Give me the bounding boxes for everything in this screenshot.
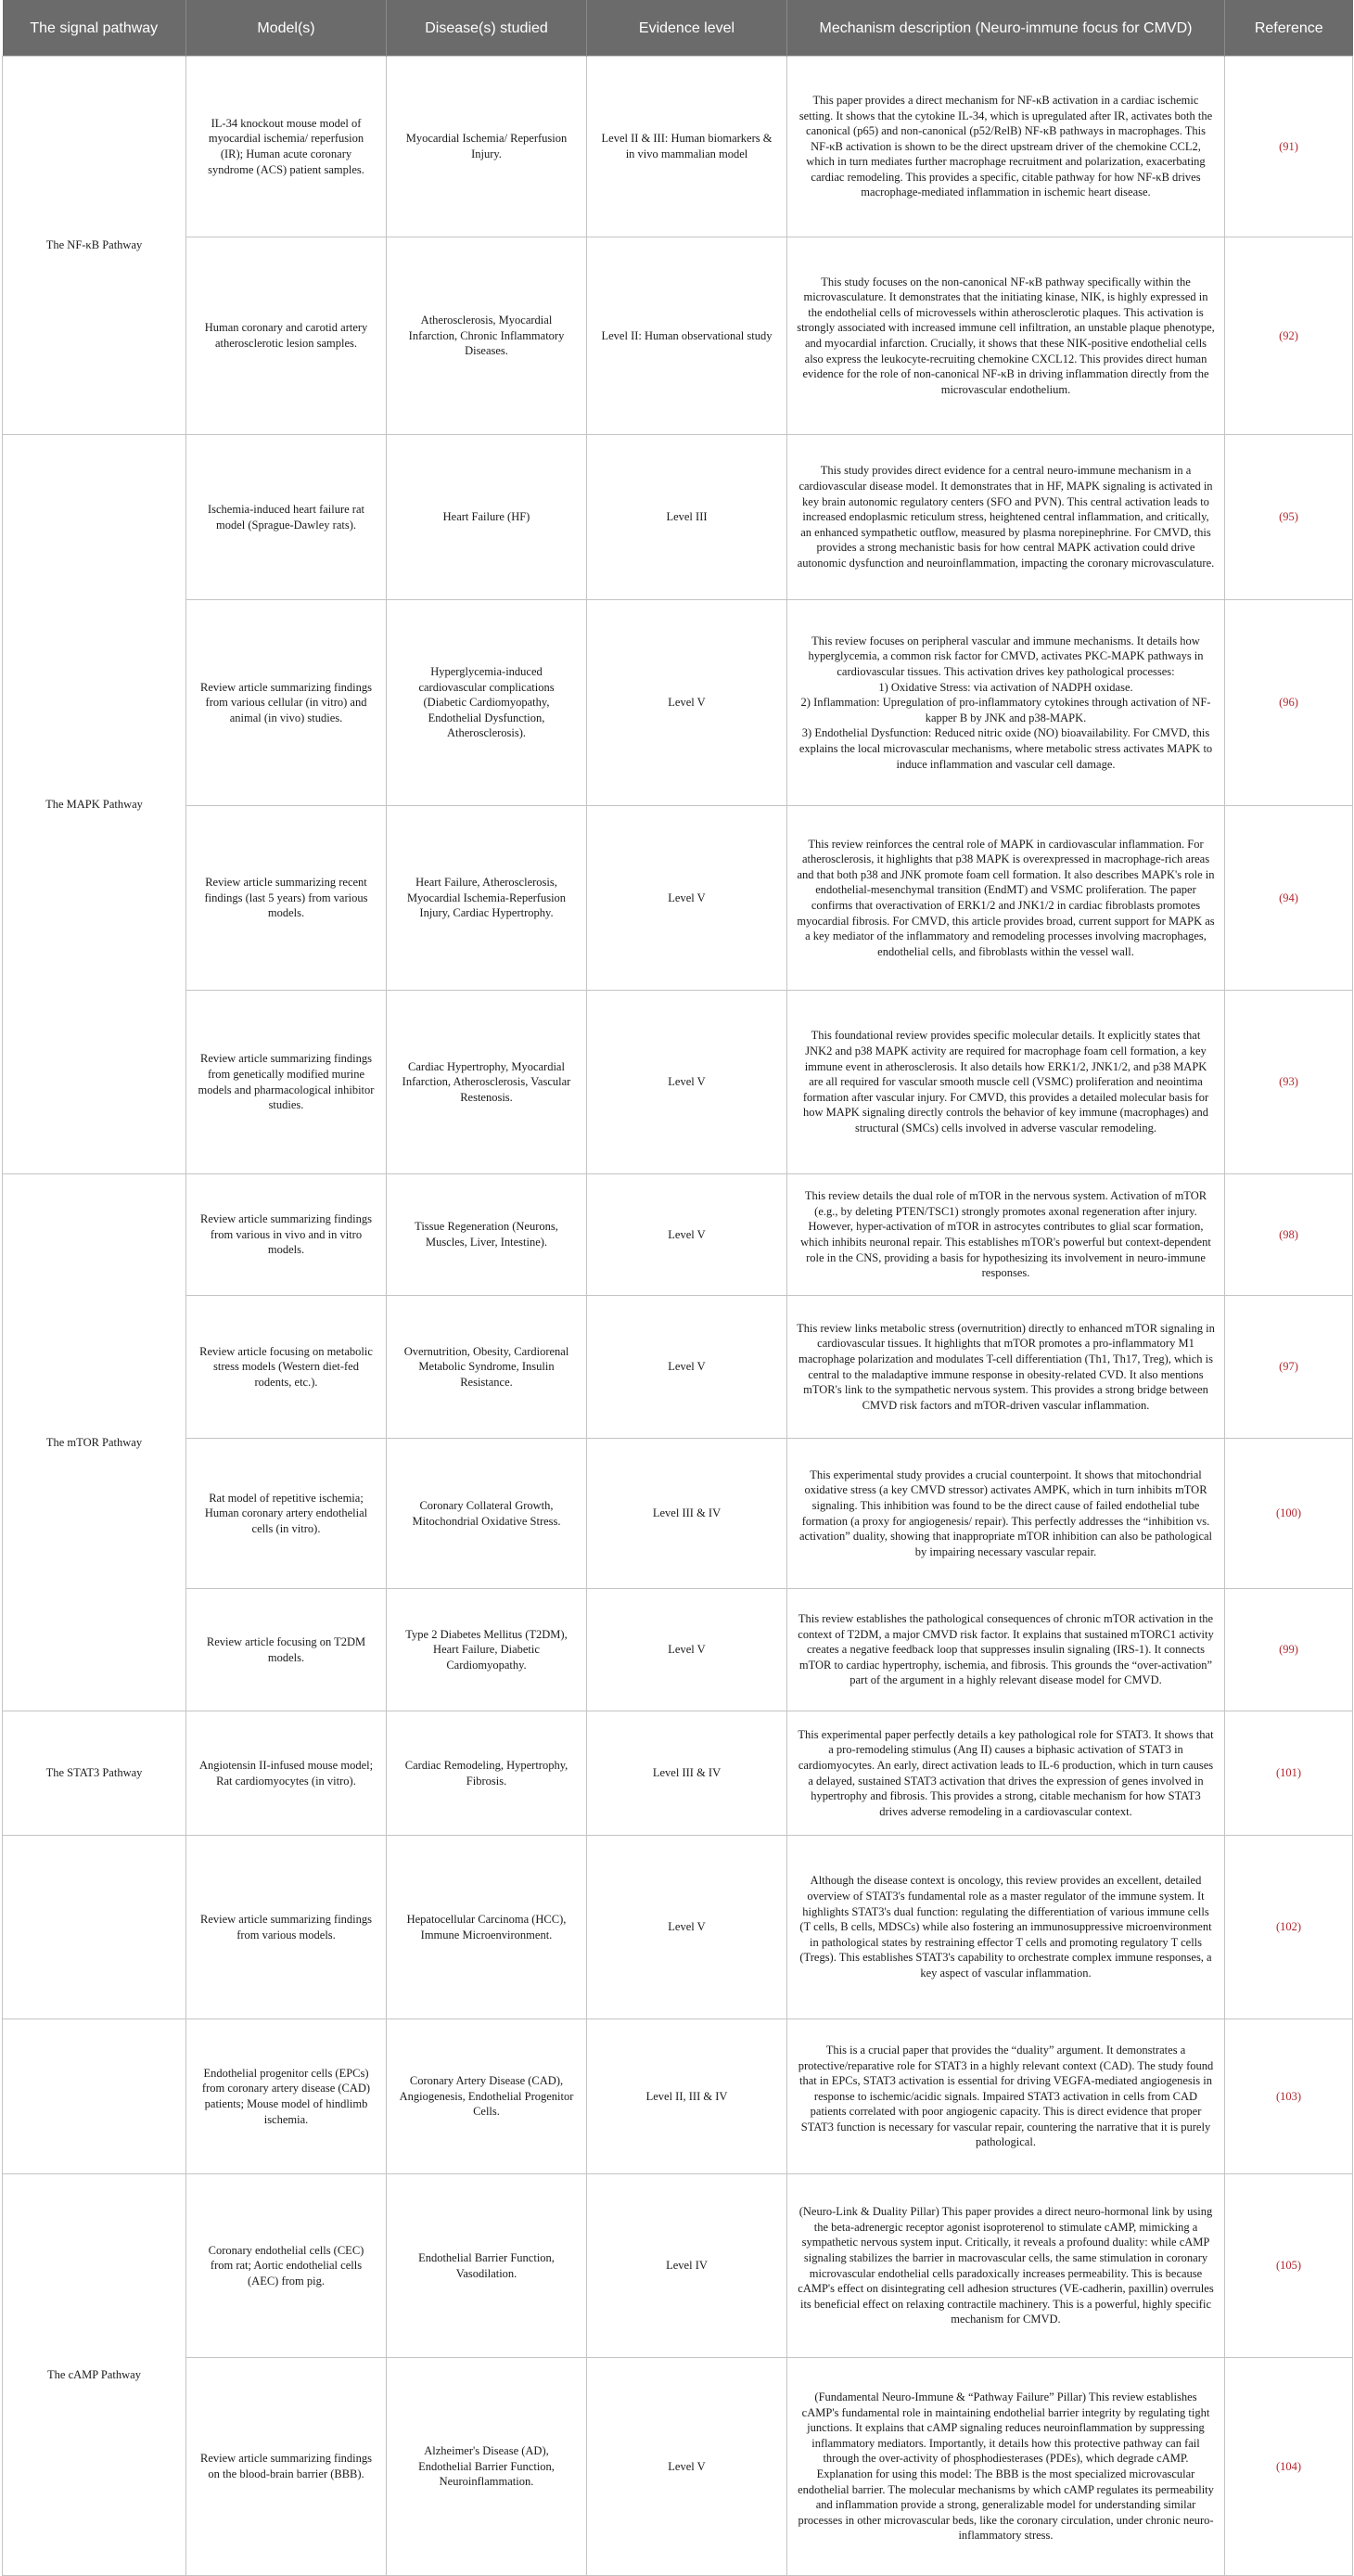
mechanism-cell: This review reinforces the central role of MAPK in cardiovascular inflammation. For atherosclerosis, it highlights that p38 MAPK is overexpressed in macrophage-rich areas and that both p38 and JNK promote foam cell formation. It also describes MAPK's role in endothelial-mesenchymal transition (EndMT) and VSMC proliferation. The paper confirms that overactivation of ERK1/2 and JNK1/2 in cardiac fibroblasts promotes myocardial fibrosis. For CMVD, this article provides broad, current support for MAPK as a key mediator of the inflammatory and remodeling processes involving macrophages, endothelial cells, and fibroblasts within the vessel wall. — [787, 806, 1225, 991]
reference-link[interactable]: (99) — [1225, 1589, 1353, 1711]
model-cell: Angiotensin II-infused mouse model; Rat cardiomyocytes (in vitro). — [186, 1711, 387, 1836]
evidence-cell: Level IV — [587, 2174, 787, 2358]
pathway-mtor: The mTOR Pathway — [3, 1174, 186, 1711]
evidence-table — [2, 0, 1353, 2576]
mechanism-cell: This paper provides a direct mechanism for NF-κB activation in a cardiac ischemic setting. It shows that the cytokine IL-34, which is upregulated after IR, activates both the canonical (p65) and non-canonical (p52/RelB) NF-κB pathways in macrophages. This NF-κB activation is shown to be the direct upstream driver of the chemokine CCL2, which in turn mediates further macrophage recruitment and polarization, exacerbating cardiac remodeling. This provides a specific, citable pathway for how NF-κB drives macrophage-mediated inflammation in ischemic heart disease. — [787, 57, 1225, 237]
header-disease: Disease(s) studied — [387, 0, 587, 57]
evidence-cell: Level V — [587, 991, 787, 1174]
mechanism-point: 2) Inflammation: Upregulation of pro-inflammatory cytokines through activation of NF-kapper B by JNK and p38-MAPK. — [800, 696, 1211, 724]
evidence-cell: Level II, III & IV — [587, 2019, 787, 2174]
reference-link[interactable]: (91) — [1225, 57, 1353, 237]
reference-link[interactable]: (95) — [1225, 435, 1353, 600]
model-cell: Rat model of repetitive ischemia; Human coronary artery endothelial cells (in vitro). — [186, 1439, 387, 1589]
mechanism-cell: This review links metabolic stress (overnutrition) directly to enhanced mTOR signaling in cardiovascular tissues. It highlights that mTOR promotes a pro-inflammatory M1 macrophage polarization and modulates T-cell differentiation (Th1, Th17, Treg), which is central to the maladaptive immune response in obesity-related CVD. It also mentions mTOR's link to the sympathetic nervous system. This provides a strong bridge between CMVD risk factors and mTOR-driven vascular inflammation. — [787, 1296, 1225, 1439]
evidence-cell: Level II & III: Human biomarkers & in vivo mammalian model — [587, 57, 787, 237]
pathway-empty-cell — [3, 2019, 186, 2174]
pathway-camp: The cAMP Pathway — [3, 2174, 186, 2576]
header-evidence: Evidence level — [587, 0, 787, 57]
disease-cell: Atherosclerosis, Myocardial Infarction, Chronic Inflammatory Diseases. — [387, 237, 587, 435]
mechanism-cell: This experimental study provides a crucial counterpoint. It shows that mitochondrial oxidative stress (a key CMVD stressor) activates AMPK, which in turn inhibits mTOR signaling. This inhibition was found to be the direct cause of failed endothelial tube formation (a proxy for angiogenesis/ repair). This perfectly addresses the “inhibition vs. activation” duality, showing that inappropriate mTOR inhibition can also be pathological by impairing necessary vascular repair. — [787, 1439, 1225, 1589]
mechanism-cell: This foundational review provides specific molecular details. It explicitly states that JNK2 and p38 MAPK activity are required for macrophage foam cell formation, a key immune event in atherosclerosis. It also details how ERK1/2, JNK1/2, and p38 MAPK are all required for vascular smooth muscle cell (VSMC) proliferation and neointima formation after vascular injury. For CMVD, this provides a detailed molecular basis for how MAPK signaling directly controls the behavior of key immune (macrophages) and structural (SMCs) cells involved in adverse vascular remodeling. — [787, 991, 1225, 1174]
mechanism-cell: This study provides direct evidence for a central neuro-immune mechanism in a cardiovascular disease model. It demonstrates that in HF, MAPK signaling is activated in key brain autonomic regulatory centers (SFO and PVN). This central activation leads to increased endoplasmic reticulum stress, heightened central inflammation, and critically, an enhanced sympathetic outflow, measured by plasma norepinephrine. For CMVD, this provides a strong mechanistic basis for how central MAPK activation could drive autonomic dysfunction and neuroinflammation, impacting the coronary microvasculature. — [787, 435, 1225, 600]
evidence-cell: Level V — [587, 1296, 787, 1439]
table-row — [3, 1836, 1353, 2019]
model-cell: IL-34 knockout mouse model of myocardial ischemia/ reperfusion (IR); Human acute coronary syndrome (ACS) patient samples. — [186, 57, 387, 237]
mechanism-cell: This is a crucial paper that provides the “duality” argument. It demonstrates a protective/reparative role for STAT3 in a highly relevant context (CAD). The study found that in EPCs, STAT3 activation is essential for driving VEGFA-mediated angiogenesis in response to ischemic/acidic signals. Impaired STAT3 activation in cells from CAD patients correlated with poor angiogenic capacity. This is direct evidence that proper STAT3 function is necessary for vascular repair, countering the narrative that it is purely pathological. — [787, 2019, 1225, 2174]
table-row — [3, 237, 1353, 435]
evidence-cell: Level III — [587, 435, 787, 600]
disease-line: Immune Microenvironment. — [420, 1928, 553, 1942]
disease-cell: Cardiac Hypertrophy, Myocardial Infarction, Atherosclerosis, Vascular Restenosis. — [387, 991, 587, 1174]
mechanism-cell: (Fundamental Neuro-Immune & “Pathway Failure” Pillar) This review establishes cAMP's fundamental role in maintaining endothelial barrier integrity by regulating tight junctions. It explains that cAMP signaling reduces neuroinflammation by suppressing inflammatory mediators. Importantly, it details how this protective pathway can fail through the over-activity of phosphodiesterases (PDEs), which degrade cAMP. Explanation for using this model: The BBB is the most specialized microvascular endothelial barrier. The molecular mechanisms by which cAMP regulates its permeability and inflammation provide a strong, generalizable model for understanding similar processes in other microvascular beds, like the coronary circulation, under chronic neuro-inflammatory stress. — [787, 2358, 1225, 2576]
disease-cell: Heart Failure (HF) — [387, 435, 587, 600]
evidence-cell: Level V — [587, 1589, 787, 1711]
disease-cell: Type 2 Diabetes Mellitus (T2DM), Heart Failure, Diabetic Cardiomyopathy. — [387, 1589, 587, 1711]
mechanism-cell: This study focuses on the non-canonical NF-κB pathway specifically within the microvasculature. It demonstrates that the initiating kinase, NIK, is highly expressed in the endothelial cells of microvessels within atherosclerotic plaques. This activation is strongly associated with increased immune cell infiltration, an unstable plaque phenotype, and myocardial infarction. Crucially, it shows that these NIK-positive endothelial cells also express the leukocyte-recruiting chemokine CXCL12. This provides direct human evidence for the role of non-canonical NF-κB in driving inflammation directly from the microvascular endothelium. — [787, 237, 1225, 435]
model-cell: Endothelial progenitor cells (EPCs) from coronary artery disease (CAD) patients; Mouse model of hindlimb ischemia. — [186, 2019, 387, 2174]
reference-link[interactable]: (98) — [1225, 1174, 1353, 1296]
pathway-empty-cell — [3, 1836, 186, 2019]
reference-link[interactable]: (93) — [1225, 991, 1353, 1174]
table-row — [3, 1296, 1353, 1439]
disease-cell: Heart Failure, Atherosclerosis, Myocardial Ischemia-Reperfusion Injury, Cardiac Hypertrophy. — [387, 806, 587, 991]
reference-link[interactable]: (104) — [1225, 2358, 1353, 2576]
header-mechanism: Mechanism description (Neuro-immune focus for CMVD) — [787, 0, 1225, 57]
reference-link[interactable]: (101) — [1225, 1711, 1353, 1836]
header-pathway: The signal pathway — [3, 0, 186, 57]
model-cell: Review article summarizing findings from various in vivo and in vitro models. — [186, 1174, 387, 1296]
pathway-nfkb: The NF-κB Pathway — [3, 57, 186, 435]
header-models: Model(s) — [186, 0, 387, 57]
table-row — [3, 2019, 1353, 2174]
table-row — [3, 1174, 1353, 1296]
disease-cell — [387, 1836, 587, 2019]
mechanism-cell — [787, 600, 1225, 806]
evidence-cell: Level V — [587, 600, 787, 806]
evidence-cell: Level III & IV — [587, 1439, 787, 1589]
model-cell: Review article summarizing findings from various cellular (in vitro) and animal (in vivo) studies. — [186, 600, 387, 806]
disease-cell: Coronary Collateral Growth, Mitochondrial Oxidative Stress. — [387, 1439, 587, 1589]
mechanism-cell: (Neuro-Link & Duality Pillar) This paper provides a direct neuro-hormonal link by using the beta-adrenergic receptor agonist isoproterenol to stimulate cAMP, mimicking a sympathetic nervous system input. Critically, it reveals a profound duality: while cAMP signaling stabilizes the barrier in macrovascular cells, the same stimulation in coronary microvascular endothelial cells paradoxically increases permeability. This is because cAMP's effect on disintegrating cell adhesion structures (VE-cadherin, paxillin) overrules its beneficial effect on relaxing contractile machinery. This is a powerful, highly specific mechanism for CMVD. — [787, 2174, 1225, 2358]
evidence-cell: Level V — [587, 806, 787, 991]
pathway-stat3: The STAT3 Pathway — [3, 1711, 186, 1836]
evidence-cell: Level V — [587, 1174, 787, 1296]
mechanism-point: 3) Endothelial Dysfunction: Reduced nitric oxide (NO) bioavailability. For CMVD, this explains the local microvascular mechanisms, where metabolic stress activates MAPK to induce inflammation and vascular cell damage. — [798, 726, 1213, 771]
reference-link[interactable]: (105) — [1225, 2174, 1353, 2358]
table-row — [3, 2358, 1353, 2576]
disease-cell: Hyperglycemia-induced cardiovascular complications (Diabetic Cardiomyopathy, Endothelial Dysfunction, Atherosclerosis). — [387, 600, 587, 806]
model-cell: Coronary endothelial cells (CEC) from rat; Aortic endothelial cells (AEC) from pig. — [186, 2174, 387, 2358]
mechanism-cell: This experimental paper perfectly details a key pathological role for STAT3. It shows that a pro-remodeling stimulus (Ang II) causes a biphasic activation of STAT3 in cardiomyocytes. An early, direct activation leads to IL-6 production, which in turn causes a delayed, sustained STAT3 activation that drives the expression of genes involved in hypertrophy and fibrosis. This provides a strong, citable mechanism for how STAT3 drives adverse remodeling in a cardiovascular context. — [787, 1711, 1225, 1836]
model-cell: Human coronary and carotid artery atherosclerotic lesion samples. — [186, 237, 387, 435]
disease-cell: Endothelial Barrier Function, Vasodilation. — [387, 2174, 587, 2358]
table-row — [3, 1439, 1353, 1589]
table-row — [3, 1589, 1353, 1711]
table-row — [3, 2174, 1353, 2358]
model-cell: Ischemia-induced heart failure rat model (Sprague-Dawley rats). — [186, 435, 387, 600]
evidence-cell: Level III & IV — [587, 1711, 787, 1836]
mechanism-intro: This review focuses on peripheral vascular and immune mechanisms. It details how hyperglycemia, a common risk factor for CMVD, activates PKC-MAPK pathways in cardiovascular tissues. This activation drives key pathological processes: — [808, 634, 1204, 679]
disease-cell: Myocardial Ischemia/ Reperfusion Injury. — [387, 57, 587, 237]
mechanism-cell: This review establishes the pathological consequences of chronic mTOR activation in the context of T2DM, a major CMVD risk factor. It explains that sustained mTORC1 activity creates a negative feedback loop that suppresses insulin signaling (IRS-1). It connects mTOR to cardiac hypertrophy, ischemia, and fibrosis. This grounds the “over-activation” part of the argument in a highly relevant disease model for CMVD. — [787, 1589, 1225, 1711]
reference-link[interactable]: (92) — [1225, 237, 1353, 435]
model-cell: Review article focusing on metabolic stress models (Western diet-fed rodents, etc.). — [186, 1296, 387, 1439]
reference-link[interactable]: (100) — [1225, 1439, 1353, 1589]
table-row — [3, 991, 1353, 1174]
disease-line: Hepatocellular Carcinoma (HCC), — [406, 1912, 567, 1926]
model-cell: Review article summarizing recent findings (last 5 years) from various models. — [186, 806, 387, 991]
model-cell: Review article focusing on T2DM models. — [186, 1589, 387, 1711]
table-row — [3, 57, 1353, 237]
disease-cell: Overnutrition, Obesity, Cardiorenal Metabolic Syndrome, Insulin Resistance. — [387, 1296, 587, 1439]
reference-link[interactable]: (97) — [1225, 1296, 1353, 1439]
evidence-cell: Level V — [587, 2358, 787, 2576]
disease-cell: Alzheimer's Disease (AD), Endothelial Barrier Function, Neuroinflammation. — [387, 2358, 587, 2576]
evidence-cell: Level V — [587, 1836, 787, 2019]
evidence-cell: Level II: Human observational study — [587, 237, 787, 435]
reference-link[interactable]: (96) — [1225, 600, 1353, 806]
pathway-mapk: The MAPK Pathway — [3, 435, 186, 1174]
table-row — [3, 1711, 1353, 1836]
table-row — [3, 600, 1353, 806]
mechanism-cell: This review details the dual role of mTOR in the nervous system. Activation of mTOR (e.g., by deleting PTEN/TSC1) strongly promotes axonal regeneration after injury. However, hyper-activation of mTOR in astrocytes contributes to glial scar formation, which inhibits neuronal repair. This establishes mTOR's powerful but context-dependent role in the CNS, providing a basis for hypothesizing its involvement in neuro-immune responses. — [787, 1174, 1225, 1296]
reference-link[interactable]: (103) — [1225, 2019, 1353, 2174]
mechanism-cell: Although the disease context is oncology, this review provides an excellent, detailed overview of STAT3's fundamental role as a master regulator of the immune system. It highlights STAT3's dual function: regulating the differentiation of various immune cells (T cells, B cells, MDSCs) while also fostering an immunosuppressive microenvironment in pathological states by restraining effector T cells and promoting regulatory T cells (Tregs). This establishes STAT3's capability to orchestrate complex immune responses, a key aspect of vascular inflammation. — [787, 1836, 1225, 2019]
table-header-row — [3, 0, 1353, 57]
table-row — [3, 806, 1353, 991]
reference-link[interactable]: (102) — [1225, 1836, 1353, 2019]
model-cell: Review article summarizing findings from various models. — [186, 1836, 387, 2019]
reference-link[interactable]: (94) — [1225, 806, 1353, 991]
header-reference: Reference — [1225, 0, 1353, 57]
model-cell: Review article summarizing findings on the blood-brain barrier (BBB). — [186, 2358, 387, 2576]
table-row — [3, 435, 1353, 600]
disease-cell: Cardiac Remodeling, Hypertrophy, Fibrosis. — [387, 1711, 587, 1836]
disease-cell: Tissue Regeneration (Neurons, Muscles, Liver, Intestine). — [387, 1174, 587, 1296]
disease-cell: Coronary Artery Disease (CAD), Angiogenesis, Endothelial Progenitor Cells. — [387, 2019, 587, 2174]
model-cell: Review article summarizing findings from genetically modified murine models and pharmacological inhibitor studies. — [186, 991, 387, 1174]
mechanism-point: 1) Oxidative Stress: via activation of NADPH oxidase. — [878, 680, 1133, 694]
